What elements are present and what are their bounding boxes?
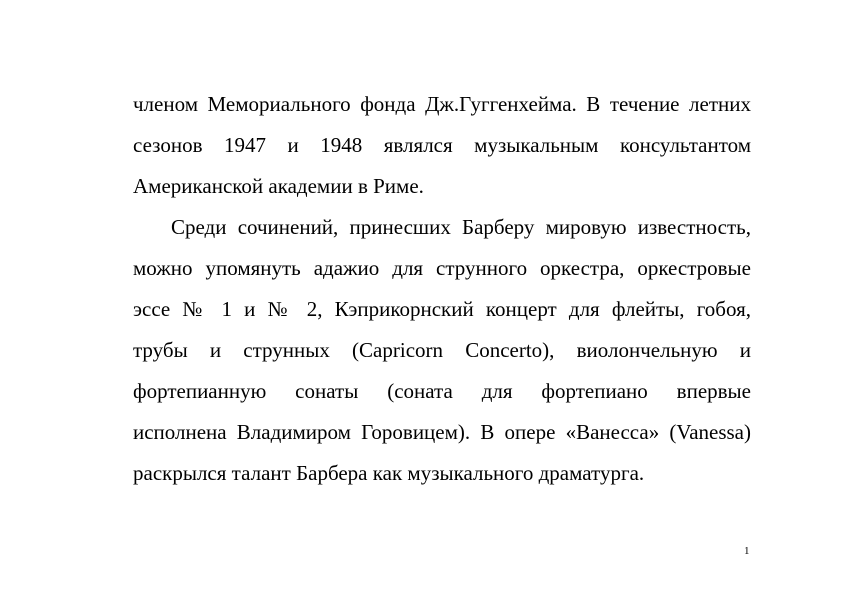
text-line-1: членом Мемориального фонда Дж.Гуггенхейма. В течение летних	[133, 92, 751, 116]
text-line-6: эссе № 1 и № 2, Кэприкорнский концерт для флейты, гобоя,	[133, 297, 751, 321]
page-number: 1	[744, 545, 750, 557]
text-line-9: исполнена Владимиром Горовицем). В опере «Ванесса» (Vanessa)	[133, 420, 751, 444]
text-line-10: раскрылся талант Барбера как музыкального драматурга.	[133, 461, 645, 485]
text-line-8: фортепианную сонаты (соната для фортепиано впервые	[133, 379, 751, 403]
text-line-5: можно упомянуть адажио для струнного оркестра, оркестровые	[133, 256, 751, 280]
text-line-2: сезонов 1947 и 1948 являлся музыкальным консультантом	[133, 133, 751, 157]
text-line-3: Американской академии в Риме.	[133, 174, 424, 198]
text-line-7: трубы и струнных (Capricorn Concerto), виолончельную и	[133, 338, 751, 362]
body-text	[133, 84, 751, 494]
text-line-4: Среди сочинений, принесших Барберу мировую известность,	[171, 215, 751, 239]
